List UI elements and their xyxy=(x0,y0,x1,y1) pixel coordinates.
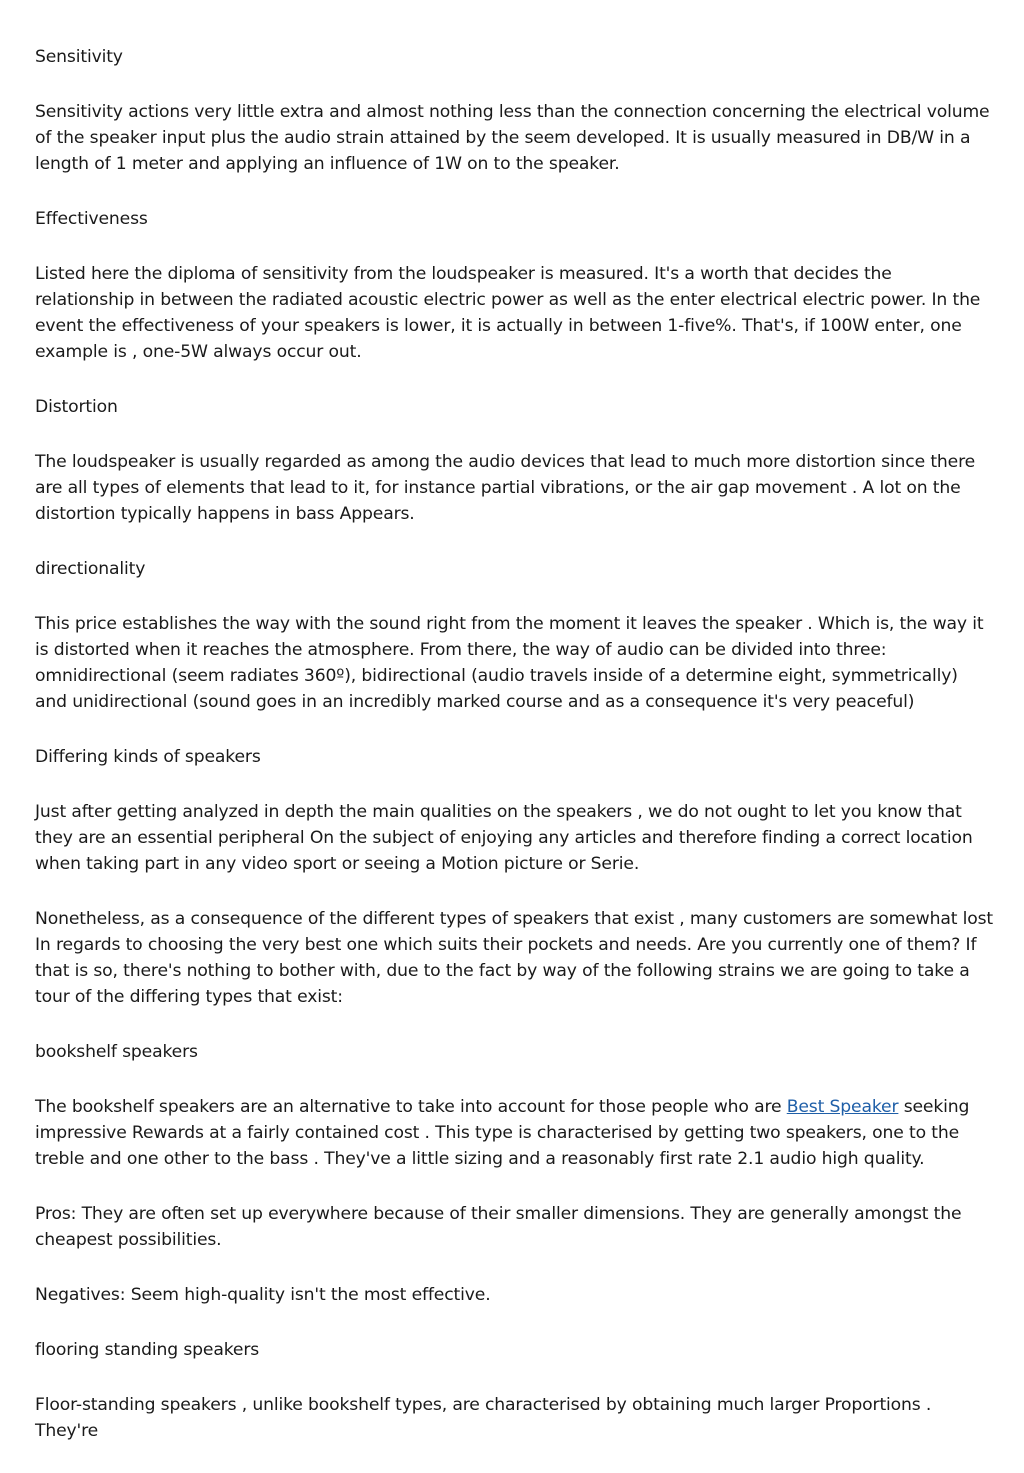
paragraph-speaker-intro: Just after getting analyzed in depth the main qualities on the speakers , we do not ought to let you know that they are an essential peripheral On the subject of enjoying any articles and therefore finding a correct location when taking part in any video sport or seeing a Motion picture or Serie. xyxy=(35,802,973,874)
heading-effectiveness: Effectiveness xyxy=(35,209,148,229)
heading-speaker-kinds: Differing kinds of speakers xyxy=(35,747,261,767)
best-speaker-link[interactable]: Best Speaker xyxy=(786,1097,899,1117)
heading-sensitivity: Sensitivity xyxy=(35,47,123,67)
paragraph-distortion: The loudspeaker is usually regarded as among the audio devices that lead to much more distortion since there are all types of elements that lead to it, for instance partial vibrations, or the air gap movement . A lot on the distortion typically happens in bass Appears. xyxy=(35,452,976,524)
heading-floor-standing: flooring standing speakers xyxy=(35,1340,260,1360)
bookshelf-text-before: The bookshelf speakers are an alternative to take into account for those people who are xyxy=(35,1097,787,1117)
paragraph-sensitivity: Sensitivity actions very little extra and almost nothing less than the connection concerning the electrical volume of the speaker input plus the audio strain attained by the seem developed. It is usually measured in DB/W in a length of 1 meter and applying an influence of 1W on to the speaker. xyxy=(35,102,990,174)
paragraph-bookshelf-negatives: Negatives: Seem high-quality isn't the most effective. xyxy=(35,1285,491,1305)
paragraph-directionality: This price establishes the way with the sound right from the moment it leaves the speaker . Which is, the way it is distorted when it reaches the atmosphere. From there, the way of audio can be divided into three: omnidirectional (seem radiates 360º), bidirectional (audio travels inside of a determine eight, symmetrically) and unidirectional (sound goes in an incredibly marked course and as a consequence it's very peaceful) xyxy=(35,614,984,712)
paragraph-bookshelf xyxy=(35,1094,995,1172)
heading-distortion: Distortion xyxy=(35,397,118,417)
bookshelf-text-after: seeking impressive Rewards at a fairly contained cost . This type is characterised by getting two speakers, one to the treble and one other to the bass . They've a little sizing and a reasonably first rate 2.1 audio high quality. xyxy=(35,1097,970,1169)
paragraph-effectiveness: Listed here the diploma of sensitivity from the loudspeaker is measured. It's a worth that decides the relationship in between the radiated acoustic electric power as well as the enter electrical electric power. In the event the effectiveness of your speakers is lower, it is actually in between 1-five%. That's, if 100W enter, one example is , one-5W always occur out. xyxy=(35,264,981,362)
document-page xyxy=(35,44,995,1473)
paragraph-bookshelf-pros: Pros: They are often set up everywhere because of their smaller dimensions. They are generally amongst the cheapest possibilities. xyxy=(35,1204,962,1250)
heading-directionality: directionality xyxy=(35,559,146,579)
paragraph-floor-standing: Floor-standing speakers , unlike bookshelf types, are characterised by obtaining much larger Proportions . They're xyxy=(35,1395,932,1441)
paragraph-speaker-types: Nonetheless, as a consequence of the different types of speakers that exist , many customers are somewhat lost In regards to choosing the very best one which suits their pockets and needs. Are you currently one of them? If that is so, there's nothing to bother with, due to the fact by way of the following strains we are going to take a tour of the differing types that exist: xyxy=(35,909,994,1007)
heading-bookshelf: bookshelf speakers xyxy=(35,1042,198,1062)
